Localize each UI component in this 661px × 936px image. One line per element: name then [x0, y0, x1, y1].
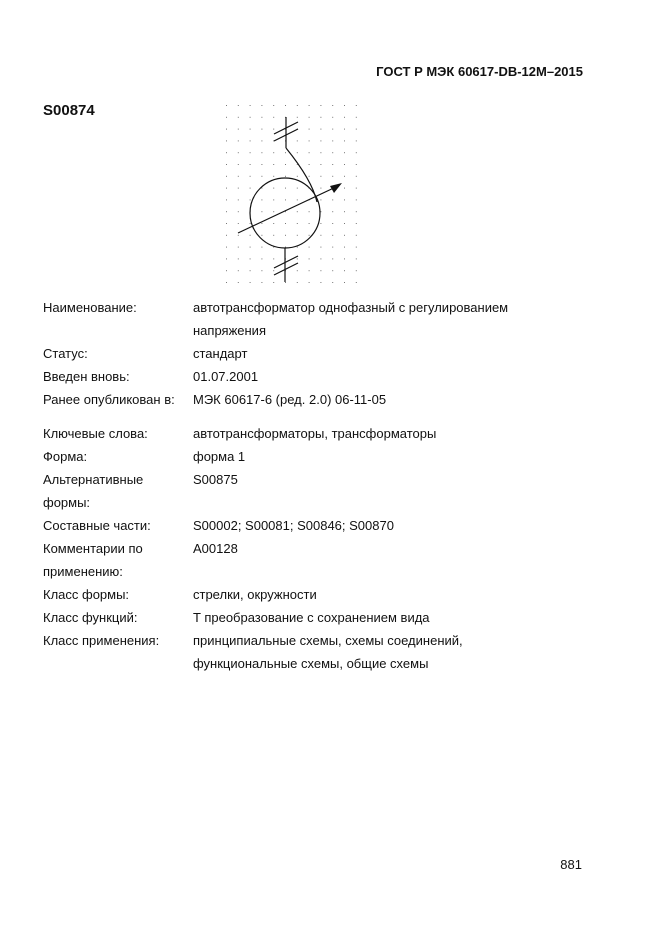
grid-dot	[273, 188, 274, 189]
page-number: 881	[560, 857, 582, 872]
grid-dot	[320, 270, 321, 271]
grid-dot	[261, 282, 262, 283]
value-line: 01.07.2001	[193, 369, 259, 384]
grid-dot	[273, 129, 274, 130]
grid-dot	[356, 199, 357, 200]
grid-dot	[320, 176, 321, 177]
grid-dot	[356, 117, 357, 118]
attribute-value	[193, 365, 533, 388]
attribute-label	[43, 445, 193, 468]
grid-dot	[332, 105, 333, 106]
grid-dot	[344, 176, 345, 177]
attribute-label	[43, 583, 193, 606]
grid-dot	[356, 129, 357, 130]
grid-dot	[309, 164, 310, 165]
label-line: Ранее опубликован в:	[43, 392, 175, 407]
grid-dot	[309, 223, 310, 224]
value-line: автотрансформаторы, трансформаторы	[193, 426, 437, 441]
grid-dot	[309, 211, 310, 212]
grid-dot	[285, 188, 286, 189]
attribute-value	[193, 422, 533, 445]
grid-dot	[297, 223, 298, 224]
attribute-row	[43, 606, 533, 629]
attribute-row	[43, 388, 533, 411]
grid-dot	[261, 105, 262, 106]
grid-dot	[226, 235, 227, 236]
grid-dot	[273, 258, 274, 259]
grid-dot	[250, 188, 251, 189]
grid-dot	[320, 117, 321, 118]
grid-dot	[238, 235, 239, 236]
value-line: A00128	[193, 541, 238, 556]
grid-dot	[356, 235, 357, 236]
grid-dot	[356, 164, 357, 165]
grid-dot	[285, 282, 286, 283]
grid-dot	[226, 152, 227, 153]
attribute-value	[193, 342, 533, 365]
grid-dot	[320, 247, 321, 248]
grid-dot	[250, 164, 251, 165]
grid-dot	[226, 176, 227, 177]
grid-dot	[320, 258, 321, 259]
grid-dot	[332, 176, 333, 177]
grid-dot	[344, 282, 345, 283]
grid-dot	[285, 105, 286, 106]
grid-dot	[320, 282, 321, 283]
grid-dot	[261, 164, 262, 165]
attribute-row	[43, 365, 533, 388]
grid-dot	[332, 235, 333, 236]
grid-dot	[297, 247, 298, 248]
grid-dot	[250, 247, 251, 248]
grid-dot	[250, 235, 251, 236]
label-line: Статус:	[43, 346, 88, 361]
grid-dot	[261, 152, 262, 153]
grid-dot	[226, 247, 227, 248]
attribute-value	[193, 537, 533, 583]
grid-dot	[344, 152, 345, 153]
grid-dot	[356, 247, 357, 248]
grid-dot	[332, 117, 333, 118]
grid-dot	[250, 199, 251, 200]
grid-dot	[297, 105, 298, 106]
grid-dot	[238, 199, 239, 200]
label-line: Класс применения:	[43, 633, 160, 648]
grid-dot	[238, 164, 239, 165]
grid-dot	[273, 235, 274, 236]
grid-dot	[273, 211, 274, 212]
grid-dot	[297, 199, 298, 200]
attribute-label	[43, 365, 193, 388]
grid-dot	[226, 164, 227, 165]
attributes-table	[43, 296, 533, 675]
grid-dot	[285, 152, 286, 153]
grid-dot	[250, 223, 251, 224]
value-line: T преобразование с сохранением вида	[193, 610, 430, 625]
label-line: Комментарии по	[43, 541, 143, 556]
grid-dot	[273, 199, 274, 200]
label-line: Класс формы:	[43, 587, 130, 602]
grid-dot	[238, 129, 239, 130]
grid-dot	[344, 188, 345, 189]
grid-dot	[238, 105, 239, 106]
grid-dot	[344, 140, 345, 141]
value-line: автотрансформатор однофазный с регулированием	[193, 300, 509, 315]
grid-dot	[356, 105, 357, 106]
grid-dot	[273, 164, 274, 165]
grid-dot	[226, 199, 227, 200]
grid-dot	[356, 258, 357, 259]
value-line: S00875	[193, 472, 238, 487]
grid-dot	[309, 105, 310, 106]
grid-dot	[226, 188, 227, 189]
grid-dot	[297, 211, 298, 212]
grid-dot	[344, 211, 345, 212]
label-line: применению:	[43, 564, 123, 579]
grid-dot	[273, 152, 274, 153]
symbol-code: S00874	[43, 102, 95, 119]
grid-dot	[356, 270, 357, 271]
grid-dot	[238, 140, 239, 141]
grid-dot	[297, 258, 298, 259]
attribute-row	[43, 445, 533, 468]
grid-dot	[250, 117, 251, 118]
grid-dot	[344, 235, 345, 236]
value-line: форма 1	[193, 449, 246, 464]
grid-dot	[261, 211, 262, 212]
attribute-row	[43, 514, 533, 537]
grid-dot	[344, 258, 345, 259]
attribute-value	[193, 629, 533, 675]
attribute-value	[193, 468, 533, 514]
grid-dot	[332, 140, 333, 141]
grid-dot	[273, 176, 274, 177]
grid-dot	[238, 247, 239, 248]
grid-dot	[261, 235, 262, 236]
grid-dot	[261, 270, 262, 271]
grid-dot	[238, 270, 239, 271]
grid-dot	[332, 152, 333, 153]
grid-dot	[320, 152, 321, 153]
grid-dot	[309, 235, 310, 236]
attribute-label	[43, 629, 193, 675]
grid-dot	[344, 105, 345, 106]
grid-dot	[226, 117, 227, 118]
grid-dot	[297, 140, 298, 141]
grid-dot	[320, 140, 321, 141]
grid-dot	[332, 164, 333, 165]
grid-dot	[297, 235, 298, 236]
grid-dot	[226, 129, 227, 130]
autotransformer-symbol-icon	[220, 100, 370, 290]
grid-dot	[250, 282, 251, 283]
grid-dot	[320, 105, 321, 106]
grid-dot	[273, 270, 274, 271]
grid-dot	[285, 164, 286, 165]
grid-dot	[226, 140, 227, 141]
attribute-value	[193, 606, 533, 629]
grid-dot	[238, 152, 239, 153]
attribute-label	[43, 342, 193, 365]
attribute-row	[43, 468, 533, 514]
grid-dot	[261, 223, 262, 224]
grid-dot	[285, 223, 286, 224]
attribute-row	[43, 629, 533, 675]
attribute-value	[193, 445, 533, 468]
grid-dot	[320, 223, 321, 224]
grid-dot	[332, 129, 333, 130]
grid-dot	[297, 176, 298, 177]
grid-dot	[250, 105, 251, 106]
grid-dot	[285, 176, 286, 177]
attribute-label	[43, 422, 193, 445]
attribute-row	[43, 583, 533, 606]
grid-dot	[320, 164, 321, 165]
attribute-label	[43, 606, 193, 629]
grid-dot	[261, 258, 262, 259]
grid-dot	[250, 270, 251, 271]
value-line: S00002; S00081; S00846; S00870	[193, 518, 394, 533]
grid-dot	[238, 223, 239, 224]
label-line: Форма:	[43, 449, 88, 464]
grid-dot	[320, 235, 321, 236]
label-line: Составные части:	[43, 518, 151, 533]
grid-dot	[309, 282, 310, 283]
grid-dot	[261, 117, 262, 118]
grid-dot	[238, 258, 239, 259]
grid-dot	[356, 211, 357, 212]
grid-dot	[297, 270, 298, 271]
grid-dot	[320, 129, 321, 130]
attribute-value	[193, 388, 533, 411]
grid-dot	[250, 176, 251, 177]
attribute-value	[193, 583, 533, 606]
attribute-label	[43, 296, 193, 342]
grid-dot	[332, 211, 333, 212]
grid-dot	[356, 282, 357, 283]
grid-dot	[273, 105, 274, 106]
grid-dot	[320, 199, 321, 200]
label-line: Класс функций:	[43, 610, 138, 625]
grid-dot	[332, 199, 333, 200]
grid-dot	[226, 258, 227, 259]
grid-dot	[309, 140, 310, 141]
value-line: стандарт	[193, 346, 248, 361]
attribute-label	[43, 514, 193, 537]
grid-dot	[273, 282, 274, 283]
attribute-value	[193, 296, 533, 342]
grid-dot	[309, 258, 310, 259]
grid-dot	[344, 117, 345, 118]
value-line: МЭК 60617-6 (ред. 2.0) 06-11-05	[193, 392, 387, 407]
grid-dot	[238, 282, 239, 283]
grid-dot	[297, 282, 298, 283]
grid-dot	[332, 223, 333, 224]
value-line: принципиальные схемы, схемы соединений,	[193, 633, 463, 648]
grid-dot	[344, 223, 345, 224]
grid-dot	[238, 188, 239, 189]
grid-dot	[261, 199, 262, 200]
grid-dot	[320, 188, 321, 189]
value-line: стрелки, окружности	[193, 587, 317, 602]
label-line: формы:	[43, 495, 91, 510]
grid-dot	[226, 223, 227, 224]
grid-dot	[238, 176, 239, 177]
attribute-label	[43, 537, 193, 583]
grid-dot	[356, 188, 357, 189]
grid-dot	[250, 129, 251, 130]
grid-dot	[285, 235, 286, 236]
grid-dot	[344, 270, 345, 271]
grid-dot	[344, 129, 345, 130]
grid-dot	[297, 188, 298, 189]
value-line: функциональные схемы, общие схемы	[193, 656, 429, 671]
grid-dot	[309, 176, 310, 177]
attribute-value	[193, 514, 533, 537]
grid-dot	[238, 211, 239, 212]
grid-dot	[309, 117, 310, 118]
grid-dot	[261, 129, 262, 130]
grid-dot	[309, 152, 310, 153]
grid-dot	[226, 211, 227, 212]
grid-dot	[309, 129, 310, 130]
grid-dot	[261, 140, 262, 141]
label-line: Ключевые слова:	[43, 426, 148, 441]
grid-dot	[273, 117, 274, 118]
label-line: Альтернативные	[43, 472, 144, 487]
attribute-label	[43, 468, 193, 514]
grid-dot	[356, 176, 357, 177]
grid-dot	[356, 152, 357, 153]
standard-header: ГОСТ Р МЭК 60617-DB-12M–2015	[376, 64, 583, 79]
grid-dot	[285, 199, 286, 200]
attribute-row	[43, 342, 533, 365]
grid-dot	[332, 258, 333, 259]
grid-dot	[226, 105, 227, 106]
grid-dot	[250, 258, 251, 259]
grid-dot	[309, 247, 310, 248]
attribute-row	[43, 296, 533, 342]
grid-dot	[261, 247, 262, 248]
grid-dot	[356, 140, 357, 141]
grid-dot	[332, 247, 333, 248]
attribute-row	[43, 537, 533, 583]
grid-dot	[356, 223, 357, 224]
label-line: Введен вновь:	[43, 369, 130, 384]
attribute-row	[43, 422, 533, 445]
grid-dot	[344, 199, 345, 200]
label-line: Наименование:	[43, 300, 137, 315]
value-line: напряжения	[193, 323, 266, 338]
grid-dot	[309, 270, 310, 271]
grid-dot	[344, 247, 345, 248]
grid-dot	[273, 223, 274, 224]
grid-dot	[238, 117, 239, 118]
grid-dot	[297, 152, 298, 153]
grid-dot	[332, 282, 333, 283]
attribute-label	[43, 388, 193, 411]
grid-dot	[261, 176, 262, 177]
grid-dot	[250, 152, 251, 153]
grid-dot	[344, 164, 345, 165]
grid-dot	[297, 117, 298, 118]
grid-dot	[332, 270, 333, 271]
grid-dot	[226, 270, 227, 271]
grid-dot	[226, 282, 227, 283]
grid-dot	[250, 140, 251, 141]
